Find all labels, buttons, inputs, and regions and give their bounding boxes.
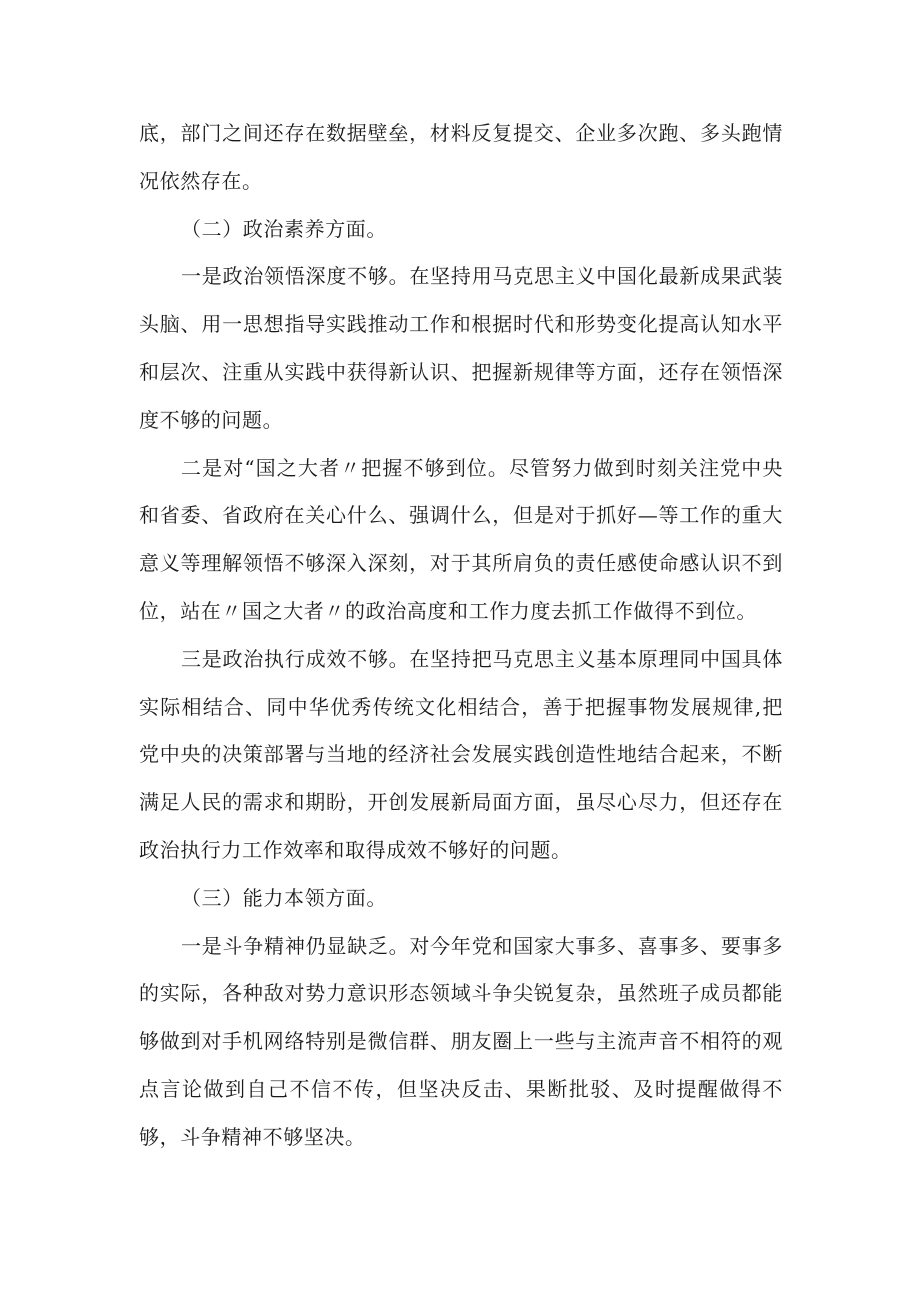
section-heading-ability: （三）能力本领方面。	[181, 885, 387, 910]
continuation-paragraph: 底，部门之间还存在数据壁垒，材料反复提交、企业多次跑、多头跑情况依然存在。	[139, 121, 783, 193]
paragraph-political-understanding: 一是政治领悟深度不够。在坚持用马克思主义中国化最新成果武装头脑、用一思想指导实践推动工作和根据时代和形势变化提高认知水平和层次、注重从实践中获得新认识、把握新规律等方面，还存在领悟深度不够的问题。	[139, 264, 783, 432]
paragraph-struggle-spirit: 一是斗争精神仍显缺乏。对今年党和国家大事多、喜事多、要事多的实际，各种敌对势力意识形态领域斗争尖锐复杂，虽然班子成员都能够做到对手机网络特别是微信群、朋友圈上一些与主流声音不相符的观点言论做到自己不信不传，但坚决反击、果断批驳、及时提醒做得不够，斗争精神不够坚决。	[139, 933, 783, 1149]
section-heading-political-quality: （二）政治素养方面。	[181, 216, 387, 241]
document-body	[139, 110, 783, 1162]
paragraph-political-execution: 三是政治执行成效不够。在坚持把马克思主义基本原理同中国具体实际相结合、同中华优秀传统文化相结合，善于把握事物发展规律,把党中央的决策部署与当地的经济社会发展实践创造性地结合起来，不断满足人民的需求和期盼，开创发展新局面方面，虽尽心尽力，但还存在政治执行力工作效率和取得成效不够好的问题。	[139, 646, 783, 862]
paragraph-guo-zhi-da-zhe: 二是对“国之大者〃把握不够到位。尽管努力做到时刻关注党中央和省委、省政府在关心什么、强调什么，但是对于抓好—等工作的重大意义等理解领悟不够深入深刻，对于其所肩负的责任感使命感认识不到位，站在〃国之大者〃的政治高度和工作力度去抓工作做得不到位。	[139, 455, 783, 623]
